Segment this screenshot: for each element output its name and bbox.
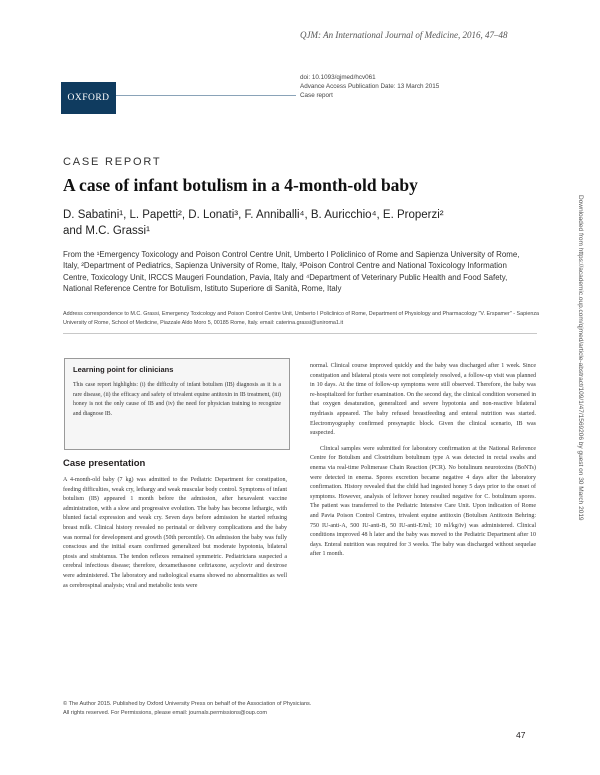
article-type: Case report [300, 92, 333, 99]
body-column-right [310, 362, 536, 560]
logo-text: OXFORD [67, 93, 110, 103]
download-watermark: Downloaded from https://academic.oup.com/qjmed/article-abstract/109/1/47/1569206 by guest on 30 March 2019 [577, 195, 584, 521]
authors-line-2: and M.C. Grassi¹ [63, 225, 150, 237]
learning-point-text: This case report highlights: (i) the difficulty of infant botulism (IB) diagnosis as it is a rare disease, (ii) the efficacy and safety of trivalent equine antitoxin in IB treatment, (iii) honey is not the only cause of IB and (iv) the need for physician training to recognize and diagnose IB. [73, 382, 281, 417]
header-separator [63, 333, 537, 334]
article-meta [300, 73, 439, 100]
header-rule [116, 95, 296, 96]
journal-header: QJM: An International Journal of Medicine, 2016, 47–48 [300, 30, 508, 40]
copyright-footer [63, 700, 537, 717]
access-date: Advance Access Publication Date: 13 March 2015 [300, 83, 440, 90]
oxford-logo [61, 82, 116, 114]
section-kicker: CASE REPORT [63, 156, 162, 168]
paragraph: Clinical samples were submitted for laboratory confirmation at the National Reference Centre for Botulism and Clostridium botulinum type A was detected in rectal swabs and enema via real-time Polimerase Chain Reaction (PCR). No botulinum neurotoxins (BoNTs) were detected in enema. Spores excretion became negative 4 days after the laboratory confirmation. History revealed that the child had ingested honey 5 days prior to the onset of symptoms. However, analysis of leftover honey resulted negative for C. botulinum spores. The patient was transferred to the Pediatric Intensive Care Unit. Upon indication of Rome and Pavia Poison Control Centres, trivalent equine antitoxin (Botulism Antitoxin Behring: 750 IU-anti-A, 500 IU-anti-B, 50 IU-anti-E/ml; 10 ml/kg/iv) was administered. Clinical conditions improved 48 h later and the baby was moved to the Pediatric Department after 10 days. Enteral nutrition was required for 3 weeks. The baby was discharged without sequelae after 1 month. [310, 445, 536, 558]
permissions-line: All rights reserved. For Permissions, please email: journals.permissions@oup.com [63, 709, 268, 716]
section-heading: Case presentation [63, 458, 146, 469]
doi[interactable]: doi: 10.1093/qjmed/hcv061 [300, 74, 376, 81]
learning-point-box [64, 358, 290, 450]
authors-line-1: D. Sabatini¹, L. Papetti², D. Lonati³, F. Anniballi⁴, B. Auricchio⁴, E. Properzi² [63, 209, 444, 221]
affiliations: From the ¹Emergency Toxicology and Poison Control Centre Unit, Umberto I Policlinico of Rome and Sapienza University of Rome, Italy, ²Department of Pediatrics, Sapienza University of Rome, Italy, ³Poison Control Centre and National Toxicology Information Centre, Toxicology Unit, IRCCS Maugeri Foundation, Pavia, Italy and ⁴Department of Veterinary Public Health and Food Safety, National Reference Centre for Botulism, Istituto Superiore di Sanità, Rome, Italy [63, 250, 520, 293]
correspondence: Address correspondence to M.C. Grassi, Emergency Toxicology and Poison Control Centre Unit, Umberto I Policlinico of Rome, Department of Physiology and Pharmacology "V. Erspamer" - Sapienza University of Rome, School of Medicine, Piazzale Aldo Moro 5, 00185 Rome, Italy. email: caterina.grassi@uniroma1.it [63, 311, 540, 326]
copyright-line: © The Author 2015. Published by Oxford University Press on behalf of the Association of Physicians. [63, 701, 312, 707]
article-title: A case of infant botulism in a 4-month-old baby [63, 175, 418, 195]
paragraph: normal. Clinical course improved quickly and the baby was discharged after 1 week. Since constipation and bilateral ptosis were not completely resolved, a follow-up visit was planned in 10 days. At the time of follow-up symptoms were still observed. Therefore, the baby was re-hospitalized for further examination. On the second day, the clinical condition worsened in that oxygen desaturation, generalized and severe hypotonia and non-reactive bilateral mydriasis appeared. The baby refused breastfeeding and enteral nutrition was started. Electromyography confirmed presynaptic block. Given the clinical scenario, IB was suspected. [310, 363, 536, 437]
author-list [63, 207, 533, 239]
page-number: 47 [516, 730, 526, 740]
body-column-left: A 4-month-old baby (7 kg) was admitted to the Pediatric Department for constipation, feeding difficulties, weak cry, lethargy and weak muscular body control. Symptoms of infant botulism (IB) appeared 1 month before the admission, after hexavalent vaccine administration, with a slow and progressive evolution. The baby has become lethargic, with blunted facial expression and weak cry. Seven days before admission he started refusing breast milk. Clinical history revealed no perinatal or delivery complications and the baby was normal for development and growth (50th percentile). On admission the baby was fully conscious and the initial exam confirmed generalized but moderate hypotonia, bilateral ptosis and strabismus. The tendon reflexes remained symmetric. Pediatricians suspected a cerebral infectious disease; therefore, dexamethasone ceftriaxone, acyclovir and dextrose were administered. The laboratory and radiological exams showed no abnormalities as well as cerebrospinal analysis; viral and metabolic tests were [63, 477, 287, 589]
learning-point-heading: Learning point for clinicians [73, 365, 174, 374]
